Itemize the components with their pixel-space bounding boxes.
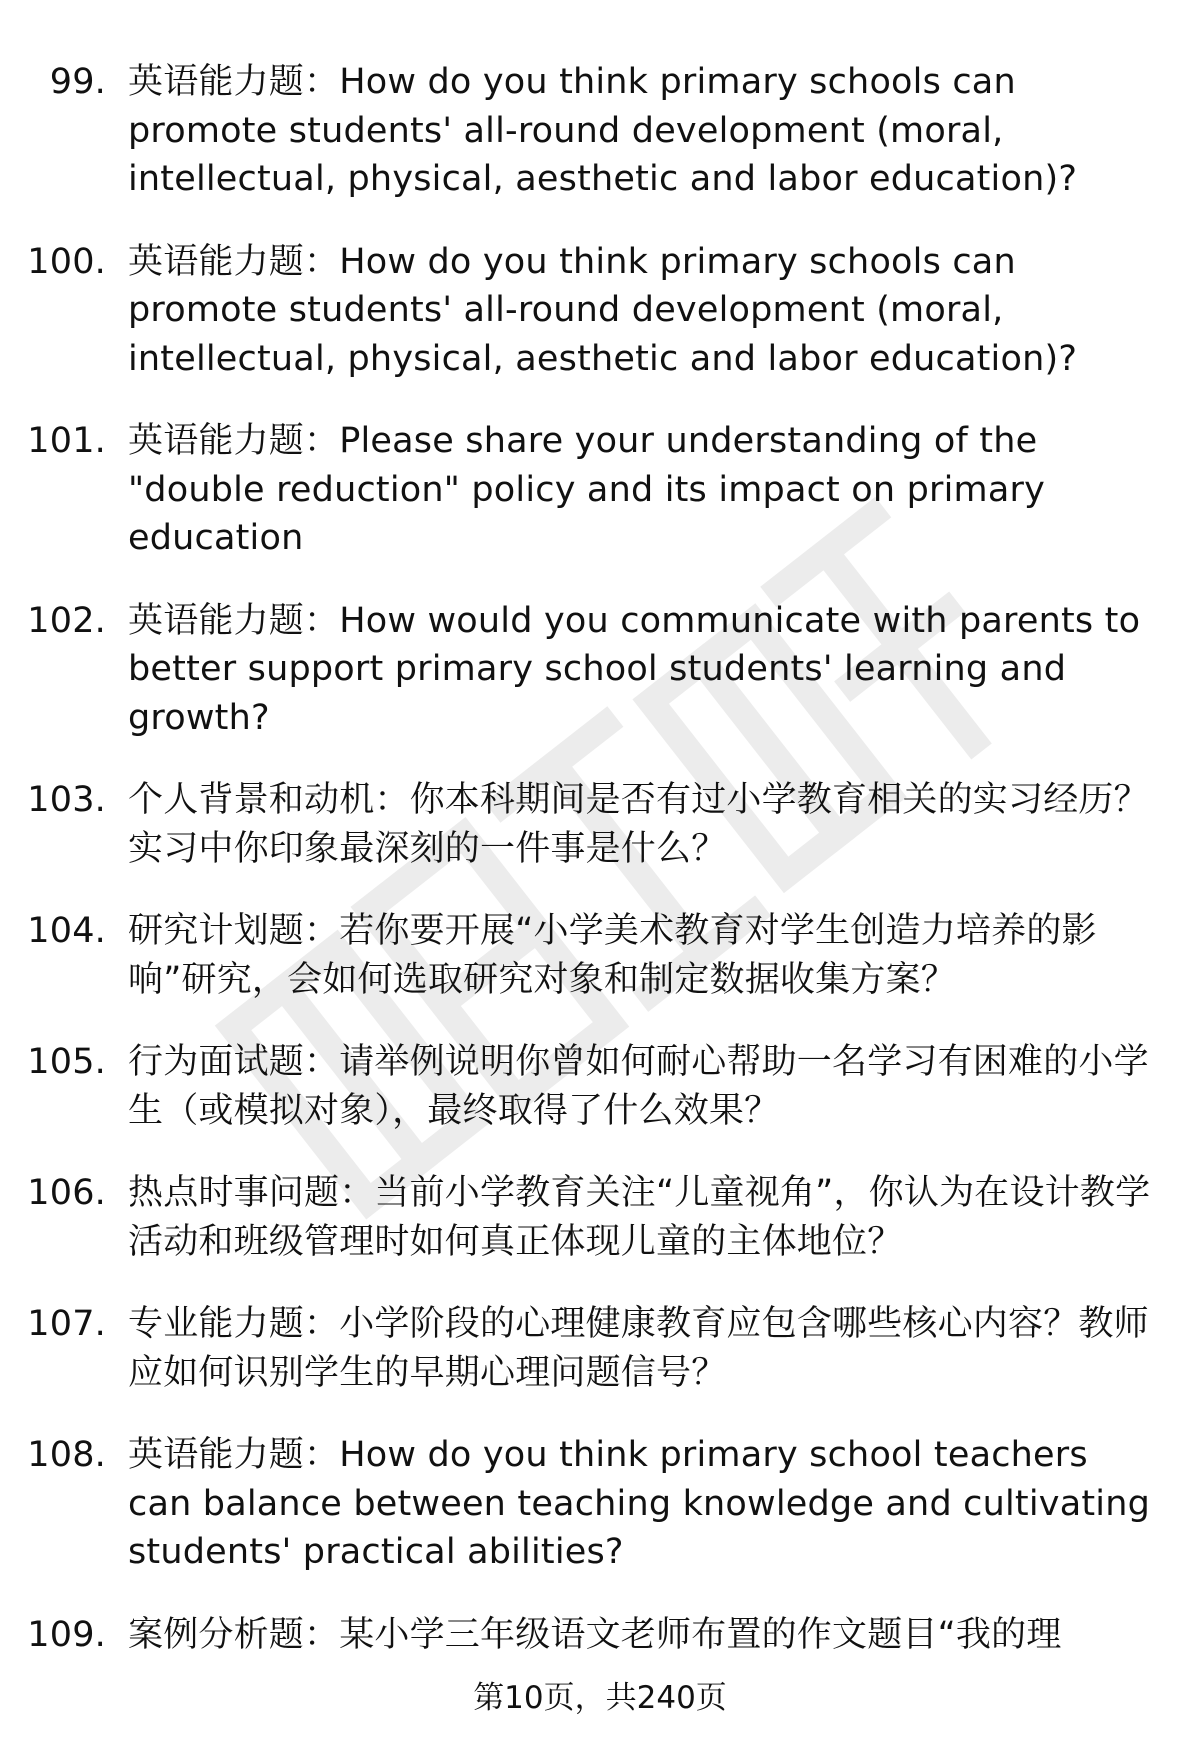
question-item	[0, 417, 1200, 563]
question-number: 103.	[27, 780, 106, 820]
question-item	[0, 1611, 1200, 1660]
question-item	[0, 776, 1200, 873]
question-item	[0, 597, 1200, 743]
question-number: 101.	[27, 421, 106, 461]
page-number-label: 第10页，共240页	[473, 1680, 727, 1716]
question-text: 个人背景和动机：你本科期间是否有过小学教育相关的实习经历？实习中你印象最深刻的一件事是什么？	[128, 780, 1149, 869]
question-text: 专业能力题：小学阶段的心理健康教育应包含哪些核心内容？教师应如何识别学生的早期心理问题信号？	[128, 1304, 1149, 1393]
question-number: 105.	[27, 1042, 106, 1082]
question-number: 104.	[27, 911, 106, 951]
page-footer	[0, 1678, 1200, 1718]
question-number: 106.	[27, 1173, 106, 1213]
question-item	[0, 238, 1200, 384]
question-number: 109.	[27, 1614, 106, 1655]
question-item	[0, 1300, 1200, 1397]
question-item	[0, 1038, 1200, 1135]
question-item	[0, 1431, 1200, 1577]
question-item	[0, 58, 1200, 204]
question-number: 99.	[49, 62, 106, 102]
question-number: 100.	[27, 241, 106, 282]
question-text: 研究计划题：若你要开展“小学美术教育对学生创造力培养的影响”研究，会如何选取研究对象和制定数据收集方案？	[128, 911, 1097, 1000]
question-item	[0, 1169, 1200, 1266]
question-text: 英语能力题：How do you think primary schools can promote students' all-round development (moral, intellectual, physical, aesthetic and labor education)?	[128, 241, 1078, 379]
question-text: 行为面试题：请举例说明你曾如何耐心帮助一名学习有困难的小学生（或模拟对象），最终取得了什么效果？	[128, 1042, 1149, 1131]
question-text: 英语能力题：How do you think primary schools can promote students' all-round development (moral, intellectual, physical, aesthetic and labor education)?	[128, 62, 1078, 199]
question-text: 英语能力题：How would you communicate with parents to better support primary school students' learning and growth?	[128, 600, 1141, 738]
question-item	[0, 907, 1200, 1004]
question-text: 热点时事问题：当前小学教育关注“儿童视角”，你认为在设计教学活动和班级管理时如何真正体现儿童的主体地位？	[128, 1173, 1151, 1262]
question-list	[0, 58, 1200, 1693]
question-text: 英语能力题：Please share your understanding of the "double reduction" policy and its impact on primary education	[128, 421, 1045, 558]
question-text: 案例分析题：某小学三年级语文老师布置的作文题目“我的理	[128, 1614, 1062, 1655]
question-text: 英语能力题：How do you think primary school teachers can balance between teaching knowledge and cultivating students' practical abilities?	[128, 1435, 1150, 1572]
question-number: 102.	[27, 600, 106, 641]
question-number: 108.	[27, 1435, 106, 1475]
question-number: 107.	[27, 1304, 106, 1344]
